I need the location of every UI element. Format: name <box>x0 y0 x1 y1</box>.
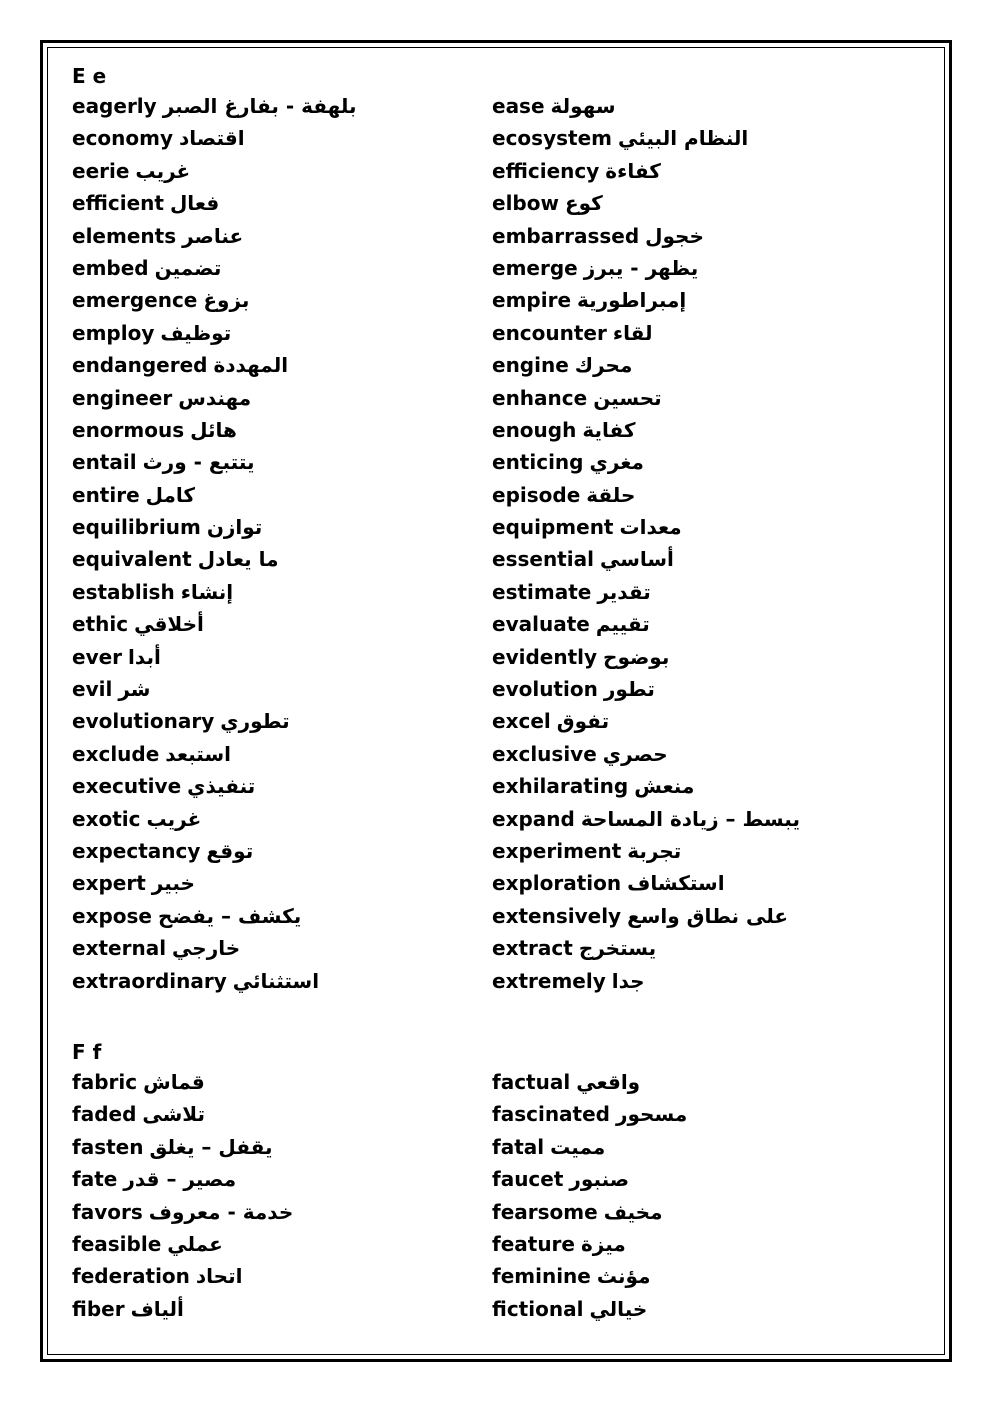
vocab-entry <box>492 576 800 608</box>
english-word: efficient <box>72 191 164 216</box>
vocab-entry <box>492 673 800 705</box>
arabic-translation: توظيف <box>160 320 232 345</box>
vocab-entry <box>72 317 357 349</box>
english-word: extensively <box>492 903 622 928</box>
english-word: experiment <box>492 838 622 863</box>
vocab-entry <box>72 414 357 446</box>
english-word: favors <box>72 1199 143 1224</box>
english-word: eerie <box>72 158 130 183</box>
arabic-translation: ميزة <box>581 1231 626 1256</box>
arabic-translation: تجربة <box>627 838 682 863</box>
vocab-entry <box>72 252 357 284</box>
vocab-entry <box>72 641 357 673</box>
vocab-entry <box>72 932 357 964</box>
arabic-translation: ما يعادل <box>197 547 279 572</box>
arabic-translation: شر <box>118 677 151 702</box>
english-word: expand <box>492 806 575 831</box>
english-word: enormous <box>72 417 185 442</box>
vocab-entry <box>492 1066 687 1098</box>
arabic-translation: فعال <box>169 191 220 216</box>
english-word: ethic <box>72 612 129 637</box>
vocab-entry <box>492 1163 687 1195</box>
english-word: emergence <box>72 288 198 313</box>
arabic-translation: اتحاد <box>195 1264 243 1289</box>
arabic-translation: يظهر - يبرز <box>583 255 699 280</box>
vocab-entry <box>72 1196 293 1228</box>
english-word: ever <box>72 644 123 669</box>
vocab-entry <box>72 867 357 899</box>
english-word: engine <box>492 353 569 378</box>
vocab-entry <box>492 479 800 511</box>
english-word: feasible <box>72 1231 162 1256</box>
arabic-translation: استبعد <box>165 741 231 766</box>
arabic-translation: اقتصاد <box>179 126 245 151</box>
english-word: employ <box>72 320 155 345</box>
vocab-entry <box>492 317 800 349</box>
english-word: equivalent <box>72 547 192 572</box>
vocab-entry <box>492 511 800 543</box>
english-word: exploration <box>492 871 622 896</box>
arabic-translation: عملي <box>167 1231 223 1256</box>
vocab-entry <box>72 803 357 835</box>
arabic-translation: مهندس <box>178 385 252 410</box>
vocab-entry <box>72 1293 293 1325</box>
column-left <box>72 1066 293 1325</box>
vocab-entry <box>72 220 357 252</box>
vocab-entry <box>72 1066 293 1098</box>
vocab-entry <box>72 965 357 997</box>
english-word: encounter <box>492 320 607 345</box>
vocab-entry <box>72 738 357 770</box>
arabic-translation: خارجي <box>172 936 241 961</box>
vocab-entry <box>72 511 357 543</box>
arabic-translation: مغري <box>589 450 644 475</box>
column-right <box>492 90 800 997</box>
arabic-translation: تفوق <box>556 709 610 734</box>
english-word: fasten <box>72 1134 144 1159</box>
vocab-entry <box>72 479 357 511</box>
vocab-entry <box>72 122 357 154</box>
arabic-translation: معدات <box>619 515 682 540</box>
arabic-translation: إمبراطورية <box>577 288 687 313</box>
english-word: equilibrium <box>72 515 201 540</box>
vocab-entry <box>492 867 800 899</box>
arabic-translation: يقفل – يغلق <box>149 1134 273 1159</box>
english-word: evolution <box>492 677 598 702</box>
english-word: endangered <box>72 353 208 378</box>
vocab-entry <box>492 835 800 867</box>
vocab-entry <box>492 803 800 835</box>
column-left <box>72 90 357 997</box>
english-word: elements <box>72 223 177 248</box>
vocab-entry <box>492 1131 687 1163</box>
english-word: elbow <box>492 191 559 216</box>
english-word: embed <box>72 255 149 280</box>
vocab-entry <box>492 965 800 997</box>
arabic-translation: بزوغ <box>203 288 250 313</box>
vocab-entry <box>492 705 800 737</box>
english-word: entire <box>72 482 140 507</box>
english-word: empire <box>492 288 572 313</box>
vocab-entry <box>72 90 357 122</box>
vocab-entry <box>72 1131 293 1163</box>
vocab-entry <box>72 155 357 187</box>
vocab-entry <box>72 770 357 802</box>
vocab-entry <box>72 576 357 608</box>
english-word: exotic <box>72 806 141 831</box>
arabic-translation: حلقة <box>586 482 636 507</box>
vocab-entry <box>492 220 800 252</box>
arabic-translation: توقع <box>206 838 254 863</box>
english-word: efficiency <box>492 158 600 183</box>
vocab-entry <box>72 1260 293 1292</box>
vocab-entry <box>72 673 357 705</box>
arabic-translation: قماش <box>143 1070 205 1094</box>
vocab-entry <box>72 835 357 867</box>
vocab-entry <box>492 446 800 478</box>
english-word: expert <box>72 871 146 896</box>
english-word: exclude <box>72 741 160 766</box>
arabic-translation: أبدا <box>128 644 161 669</box>
english-word: fascinated <box>492 1102 610 1127</box>
arabic-translation: يبسط – زيادة المساحة <box>580 806 800 831</box>
english-word: eagerly <box>72 94 157 118</box>
arabic-translation: إنشاء <box>180 579 234 604</box>
vocab-entry <box>72 382 357 414</box>
arabic-translation: تطور <box>603 677 655 702</box>
arabic-translation: تنفيذي <box>187 774 256 799</box>
arabic-translation: بوضوح <box>603 644 670 669</box>
vocab-entry <box>72 187 357 219</box>
arabic-translation: بلهفة - بفارغ الصبر <box>162 94 357 118</box>
column-right <box>492 1066 687 1325</box>
arabic-translation: تقييم <box>595 612 650 637</box>
english-word: ecosystem <box>492 126 612 151</box>
arabic-translation: مؤنث <box>596 1264 651 1289</box>
arabic-translation: صنبور <box>569 1167 630 1192</box>
english-word: evaluate <box>492 612 590 637</box>
vocab-entry <box>492 1293 687 1325</box>
vocab-entry <box>72 1098 293 1130</box>
section-heading: F f <box>72 1040 102 1064</box>
english-word: fictional <box>492 1296 584 1321</box>
vocab-entry <box>492 1196 687 1228</box>
vocab-entry <box>492 414 800 446</box>
vocab-entry <box>72 446 357 478</box>
english-word: extract <box>492 936 573 961</box>
english-word: external <box>72 936 167 961</box>
english-word: faded <box>72 1102 137 1127</box>
arabic-translation: كوع <box>564 191 603 216</box>
english-word: federation <box>72 1264 190 1289</box>
vocab-entry <box>72 284 357 316</box>
arabic-translation: يكشف – يفضح <box>158 903 302 928</box>
vocab-entry <box>492 1228 687 1260</box>
english-word: expose <box>72 903 152 928</box>
english-word: feature <box>492 1231 575 1256</box>
vocab-entry <box>492 187 800 219</box>
english-word: feminine <box>492 1264 591 1289</box>
vocab-entry <box>72 608 357 640</box>
arabic-translation: النظام البيئي <box>617 126 749 151</box>
english-word: excel <box>492 709 551 734</box>
vocab-entry <box>72 1163 293 1195</box>
english-word: estimate <box>492 579 592 604</box>
english-word: essential <box>492 547 594 572</box>
arabic-translation: أساسي <box>599 547 674 572</box>
vocab-entry <box>492 284 800 316</box>
english-word: emerge <box>492 255 578 280</box>
arabic-translation: مصير – قدر <box>123 1167 237 1192</box>
english-word: equipment <box>492 515 614 540</box>
section-heading: E e <box>72 64 107 88</box>
english-word: expectancy <box>72 838 201 863</box>
vocab-entry <box>492 738 800 770</box>
english-word: fatal <box>492 1134 545 1159</box>
english-word: fiber <box>72 1296 125 1321</box>
arabic-translation: كفاية <box>582 417 636 442</box>
vocab-entry <box>72 705 357 737</box>
vocab-entry <box>72 349 357 381</box>
arabic-translation: محرك <box>574 353 633 378</box>
arabic-translation: خيالي <box>589 1296 648 1321</box>
arabic-translation: تضمين <box>154 255 222 280</box>
vocab-entry <box>492 1260 687 1292</box>
arabic-translation: استثنائي <box>232 968 320 993</box>
arabic-translation: خبير <box>151 871 195 896</box>
english-word: fabric <box>72 1070 138 1094</box>
vocab-entry <box>492 252 800 284</box>
arabic-translation: عناصر <box>182 223 244 248</box>
arabic-translation: تقدير <box>597 579 651 604</box>
english-word: faucet <box>492 1167 564 1192</box>
arabic-translation: لقاء <box>612 320 653 345</box>
arabic-translation: استكشاف <box>627 871 725 896</box>
vocab-entry <box>492 900 800 932</box>
vocab-entry <box>72 900 357 932</box>
arabic-translation: هائل <box>190 417 237 442</box>
vocab-entry <box>492 543 800 575</box>
english-word: fate <box>72 1167 118 1192</box>
english-word: exhilarating <box>492 774 629 799</box>
arabic-translation: كامل <box>145 482 196 507</box>
arabic-translation: غريب <box>146 806 202 831</box>
arabic-translation: تلاشى <box>142 1102 206 1127</box>
english-word: fearsome <box>492 1199 598 1224</box>
arabic-translation: مميت <box>550 1134 606 1159</box>
vocab-entry <box>72 1228 293 1260</box>
vocab-entry <box>492 1098 687 1130</box>
vocab-entry <box>492 349 800 381</box>
english-word: extraordinary <box>72 968 227 993</box>
vocab-entry <box>492 608 800 640</box>
arabic-translation: تطوري <box>220 709 290 734</box>
english-word: evidently <box>492 644 598 669</box>
english-word: episode <box>492 482 581 507</box>
arabic-translation: على نطاق واسع <box>627 903 789 928</box>
arabic-translation: توازن <box>206 515 263 540</box>
arabic-translation: تحسين <box>593 385 662 410</box>
arabic-translation: منعش <box>634 774 695 799</box>
arabic-translation: جدا <box>611 968 645 993</box>
english-word: embarrassed <box>492 223 640 248</box>
arabic-translation: غريب <box>135 158 191 183</box>
arabic-translation: أخلاقي <box>134 612 204 637</box>
english-word: evolutionary <box>72 709 215 734</box>
arabic-translation: سهولة <box>550 94 616 118</box>
vocab-entry <box>492 641 800 673</box>
arabic-translation: مسحور <box>616 1102 688 1127</box>
arabic-translation: كفاءة <box>605 158 661 183</box>
english-word: enough <box>492 417 577 442</box>
english-word: establish <box>72 579 175 604</box>
vocab-entry <box>492 770 800 802</box>
arabic-translation: يتتبع - ورث <box>142 450 255 475</box>
english-word: enhance <box>492 385 588 410</box>
arabic-translation: خجول <box>645 223 704 248</box>
english-word: engineer <box>72 385 173 410</box>
english-word: enticing <box>492 450 584 475</box>
arabic-translation: المهددة <box>213 353 289 378</box>
english-word: extremely <box>492 968 606 993</box>
arabic-translation: ألياف <box>130 1296 184 1321</box>
vocab-entry <box>492 122 800 154</box>
arabic-translation: يستخرج <box>578 936 657 961</box>
arabic-translation: مخيف <box>603 1199 663 1224</box>
english-word: executive <box>72 774 182 799</box>
vocab-entry <box>492 155 800 187</box>
english-word: factual <box>492 1070 571 1094</box>
english-word: evil <box>72 677 113 702</box>
english-word: economy <box>72 126 174 151</box>
arabic-translation: خدمة - معروف <box>148 1199 294 1224</box>
vocab-entry <box>72 543 357 575</box>
arabic-translation: واقعي <box>576 1070 641 1094</box>
english-word: ease <box>492 94 545 118</box>
vocab-entry <box>492 382 800 414</box>
arabic-translation: حصري <box>602 741 668 766</box>
vocab-entry <box>492 932 800 964</box>
english-word: exclusive <box>492 741 597 766</box>
english-word: entail <box>72 450 137 475</box>
vocab-entry <box>492 90 800 122</box>
